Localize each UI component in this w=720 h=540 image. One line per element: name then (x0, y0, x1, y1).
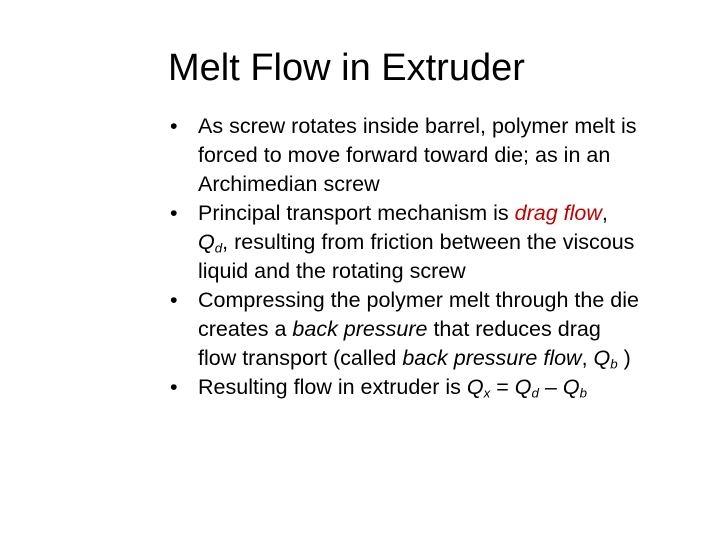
bullet-text: that reduces drag flow transport (called (198, 317, 601, 370)
bullet-text: , resulting from friction between the viscous liquid and the rotating screw (198, 230, 635, 283)
symbol-q: Q (198, 230, 215, 254)
bullet-marker: • (170, 201, 178, 225)
bullet-text: , (581, 346, 594, 370)
bullet-text: Resulting flow in extruder is (198, 375, 467, 399)
symbol-subscript: b (579, 385, 588, 401)
bullet-item (170, 286, 640, 373)
equals-sign: = (490, 375, 515, 399)
bullet-text: Principal transport mechanism is (198, 201, 515, 225)
bullet-marker: • (170, 288, 178, 312)
slide-title: Melt Flow in Extruder (168, 47, 525, 89)
back-pressure-flow-term: back pressure flow (402, 346, 582, 370)
bullet-marker: • (170, 375, 178, 399)
bullet-text: ) (617, 346, 631, 370)
bullet-item (170, 373, 640, 402)
symbol-subscript: x (483, 385, 491, 401)
drag-flow-term: drag flow (514, 201, 602, 225)
symbol-subscript: d (531, 385, 539, 401)
symbol-subscript: b (610, 356, 618, 372)
symbol-subscript: d (214, 240, 223, 256)
symbol-q: Q (562, 375, 580, 399)
bullet-text: Compressing the polymer melt through the die creates a (198, 288, 639, 341)
symbol-q: Q (466, 375, 484, 399)
bullet-text: As screw rotates inside barrel, polymer melt is forced to move forward toward die; as in an Archimedian screw (198, 114, 637, 196)
bullet-text: , (601, 201, 608, 225)
bullet-item (170, 199, 640, 286)
bullet-item (170, 112, 640, 199)
bullet-marker: • (170, 114, 178, 138)
minus-sign: – (538, 375, 563, 399)
symbol-q: Q (593, 346, 611, 370)
symbol-q: Q (514, 375, 532, 399)
back-pressure-term: back pressure (292, 317, 428, 341)
bullet-list (170, 112, 640, 402)
